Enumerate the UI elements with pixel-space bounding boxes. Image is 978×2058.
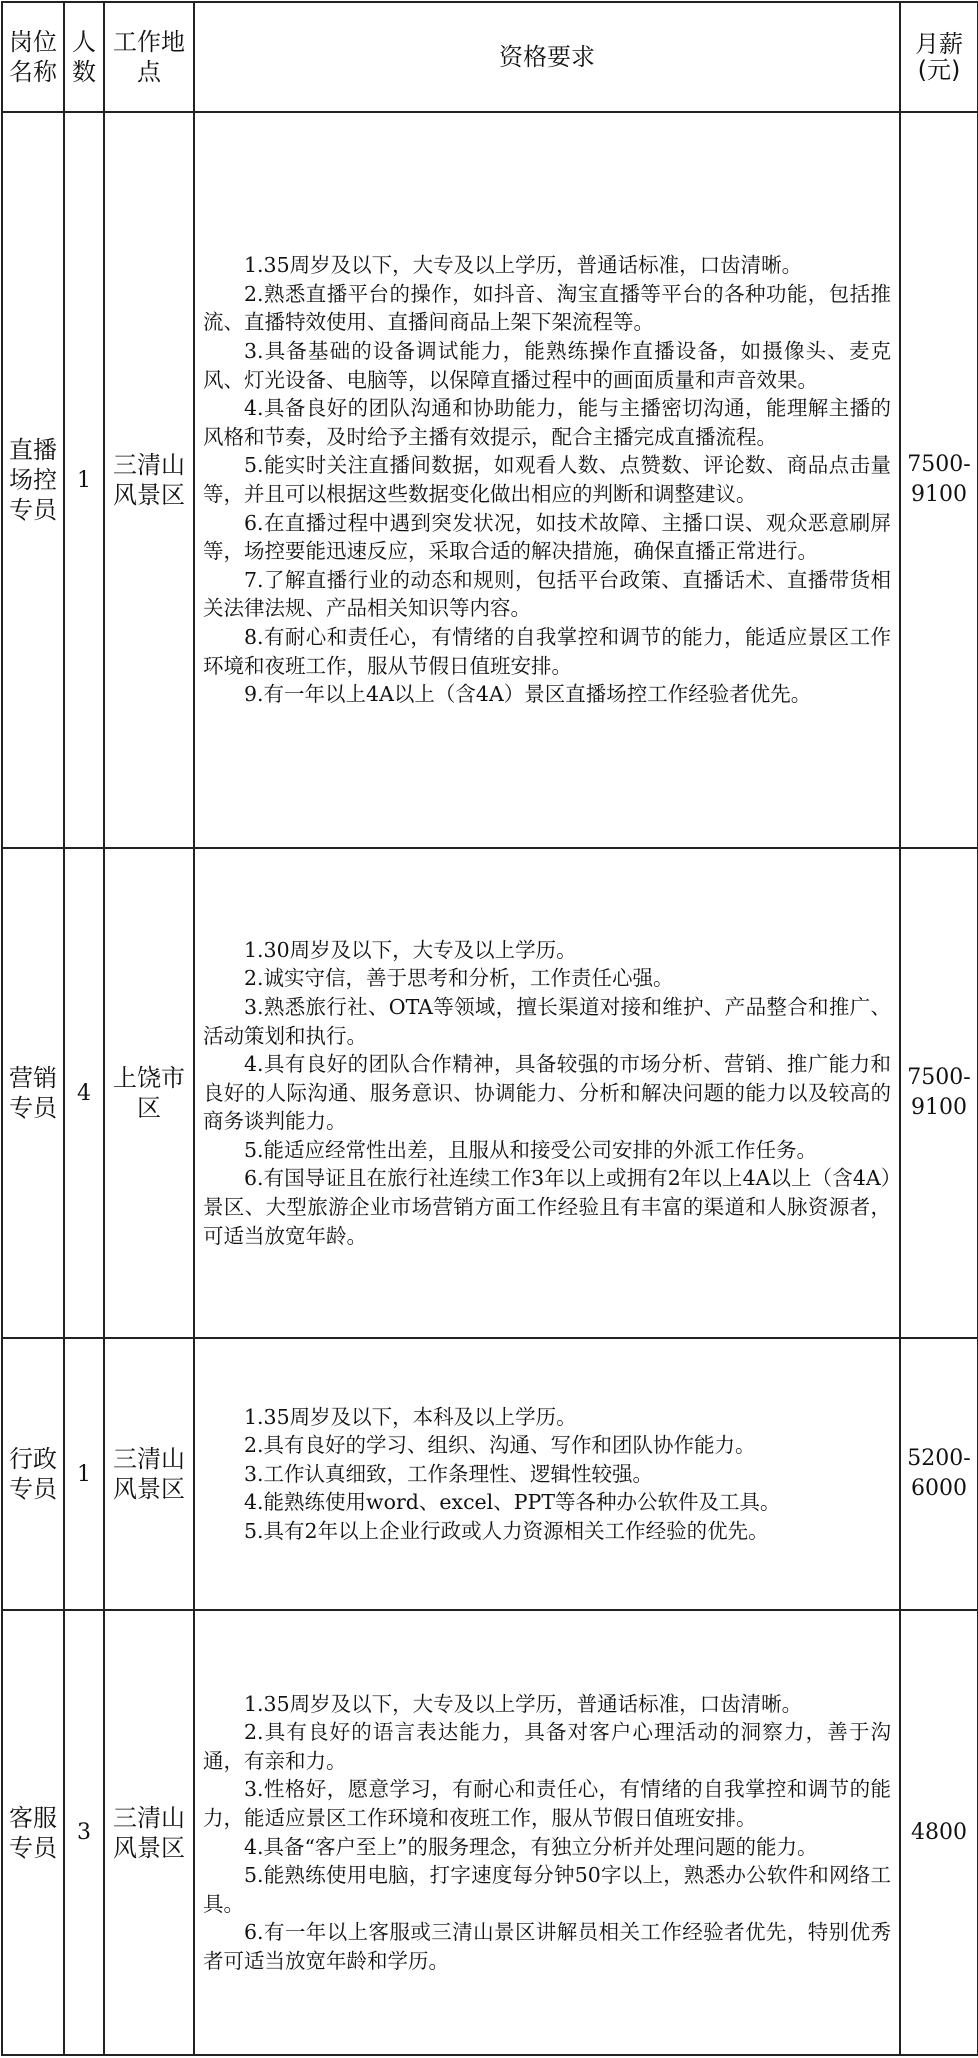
table-row: [2, 112, 978, 848]
position-cell: 直播场控专员: [2, 112, 64, 848]
requirement-item: 5.能适应经常性出差，且服从和接受公司安排的外派工作任务。: [244, 1137, 818, 1162]
requirements-cell: [194, 848, 900, 1338]
requirement-item: 2.诚实守信，善于思考和分析，工作责任心强。: [244, 966, 674, 991]
table-row: [2, 1610, 978, 2055]
requirement-item: 4.具备良好的团队沟通和协助能力，能与主播密切沟通，能理解主播的风格和节奏，及时给予主播有效提示，配合主播完成直播流程。: [203, 396, 891, 449]
header-requirements: 资格要求: [194, 2, 900, 112]
count-cell: 3: [64, 1610, 104, 2055]
header-location: 工作地点: [104, 2, 194, 112]
count-cell: 1: [64, 112, 104, 848]
requirement-item: 5.能熟练使用电脑，打字速度每分钟50字以上，熟悉办公软件和网络工具。: [203, 1863, 891, 1916]
requirement-item: 3.工作认真细致，工作条理性、逻辑性较强。: [244, 1461, 654, 1486]
requirement-item: 2.具有良好的学习、组织、沟通、写作和团队协作能力。: [244, 1433, 756, 1458]
salary-cell: 7500-9100: [900, 848, 978, 1338]
requirement-item: 5.能实时关注直播间数据，如观看人数、点赞数、评论数、商品点击量等，并且可以根据这些数据变化做出相应的判断和调整建议。: [203, 453, 891, 506]
requirement-item: 6.在直播过程中遇到突发状况，如技术故障、主播口误、观众恶意刷屏等，场控要能迅速反应，采取合适的解决措施，确保直播正常进行。: [203, 510, 891, 564]
header-position: 岗位名称: [2, 2, 64, 112]
salary-cell: 5200-6000: [900, 1338, 978, 1610]
requirements-cell: [194, 1610, 900, 2055]
location-cell: 三清山风景区: [104, 112, 194, 848]
salary-cell: 4800: [900, 1610, 978, 2055]
table-row: [2, 1338, 978, 1610]
position-cell: 营销专员: [2, 848, 64, 1338]
requirement-item: 2.熟悉直播平台的操作，如抖音、淘宝直播等平台的各种功能，包括推流、直播特效使用、直播间商品上架下架流程等。: [203, 281, 891, 335]
count-cell: 1: [64, 1338, 104, 1610]
requirements-cell: [194, 112, 900, 848]
requirement-item: 1.35周岁及以下，大专及以上学历，普通话标准，口齿清晰。: [244, 1691, 803, 1716]
requirement-item: 2.具有良好的语言表达能力，具备对客户心理活动的洞察力，善于沟通，有亲和力。: [203, 1720, 891, 1773]
header-row: [2, 2, 978, 112]
requirement-item: 7.了解直播行业的动态和规则，包括平台政策、直播话术、直播带货相关法律法规、产品相关知识等内容。: [203, 567, 891, 621]
requirement-item: 4.具有良好的团队合作精神，具备较强的市场分析、营销、推广能力和良好的人际沟通、服务意识、协调能力、分析和解决问题的能力以及较高的商务谈判能力。: [203, 1052, 891, 1134]
requirement-item: 9.有一年以上4A以上（含4A）景区直播场控工作经验者优先。: [244, 682, 812, 707]
requirement-item: 1.35周岁及以下，大专及以上学历，普通话标准，口齿清晰。: [244, 253, 803, 278]
requirement-item: 1.35周岁及以下，本科及以上学历。: [244, 1404, 577, 1429]
requirement-item: 3.熟悉旅行社、OTA等领域，擅长渠道对接和维护、产品整合和推广、活动策划和执行。: [203, 994, 891, 1048]
job-requirements-table: [1, 1, 978, 2056]
position-cell: 行政专员: [2, 1338, 64, 1610]
header-salary: 月薪(元): [900, 2, 978, 112]
requirement-item: 3.性格好，愿意学习，有耐心和责任心，有情绪的自我掌控和调节的能力，能适应景区工作环境和夜班工作，服从节假日值班安排。: [203, 1777, 891, 1830]
table-row: [2, 848, 978, 1338]
requirements-cell: [194, 1338, 900, 1610]
requirement-item: 4.具备“客户至上”的服务理念，有独立分析并处理问题的能力。: [244, 1834, 818, 1859]
location-cell: 三清山风景区: [104, 1610, 194, 2055]
salary-cell: 7500-9100: [900, 112, 978, 848]
requirement-item: 6.有一年以上客服或三清山景区讲解员相关工作经验者优先，特别优秀者可适当放宽年龄和学历。: [203, 1920, 891, 1973]
requirement-item: 6.有国导证且在旅行社连续工作3年以上或拥有2年以上4A以上（含4A）景区、大型旅游企业市场营销方面工作经验且有丰富的渠道和人脉资源者，可适当放宽年龄。: [203, 1166, 891, 1248]
requirement-item: 1.30周岁及以下，大专及以上学历。: [244, 937, 577, 962]
header-count: 人数: [64, 2, 104, 112]
requirement-item: 4.能熟练使用word、excel、PPT等各种办公软件及工具。: [244, 1490, 781, 1515]
requirement-item: 5.具有2年以上企业行政或人力资源相关工作经验的优先。: [244, 1518, 769, 1543]
position-cell: 客服专员: [2, 1610, 64, 2055]
location-cell: 三清山风景区: [104, 1338, 194, 1610]
requirement-item: 3.具备基础的设备调试能力，能熟练操作直播设备，如摄像头、麦克风、灯光设备、电脑等，以保障直播过程中的画面质量和声音效果。: [203, 339, 891, 392]
requirement-item: 8.有耐心和责任心，有情绪的自我掌控和调节的能力，能适应景区工作环境和夜班工作，服从节假日值班安排。: [203, 624, 891, 678]
count-cell: 4: [64, 848, 104, 1338]
location-cell: 上饶市区: [104, 848, 194, 1338]
